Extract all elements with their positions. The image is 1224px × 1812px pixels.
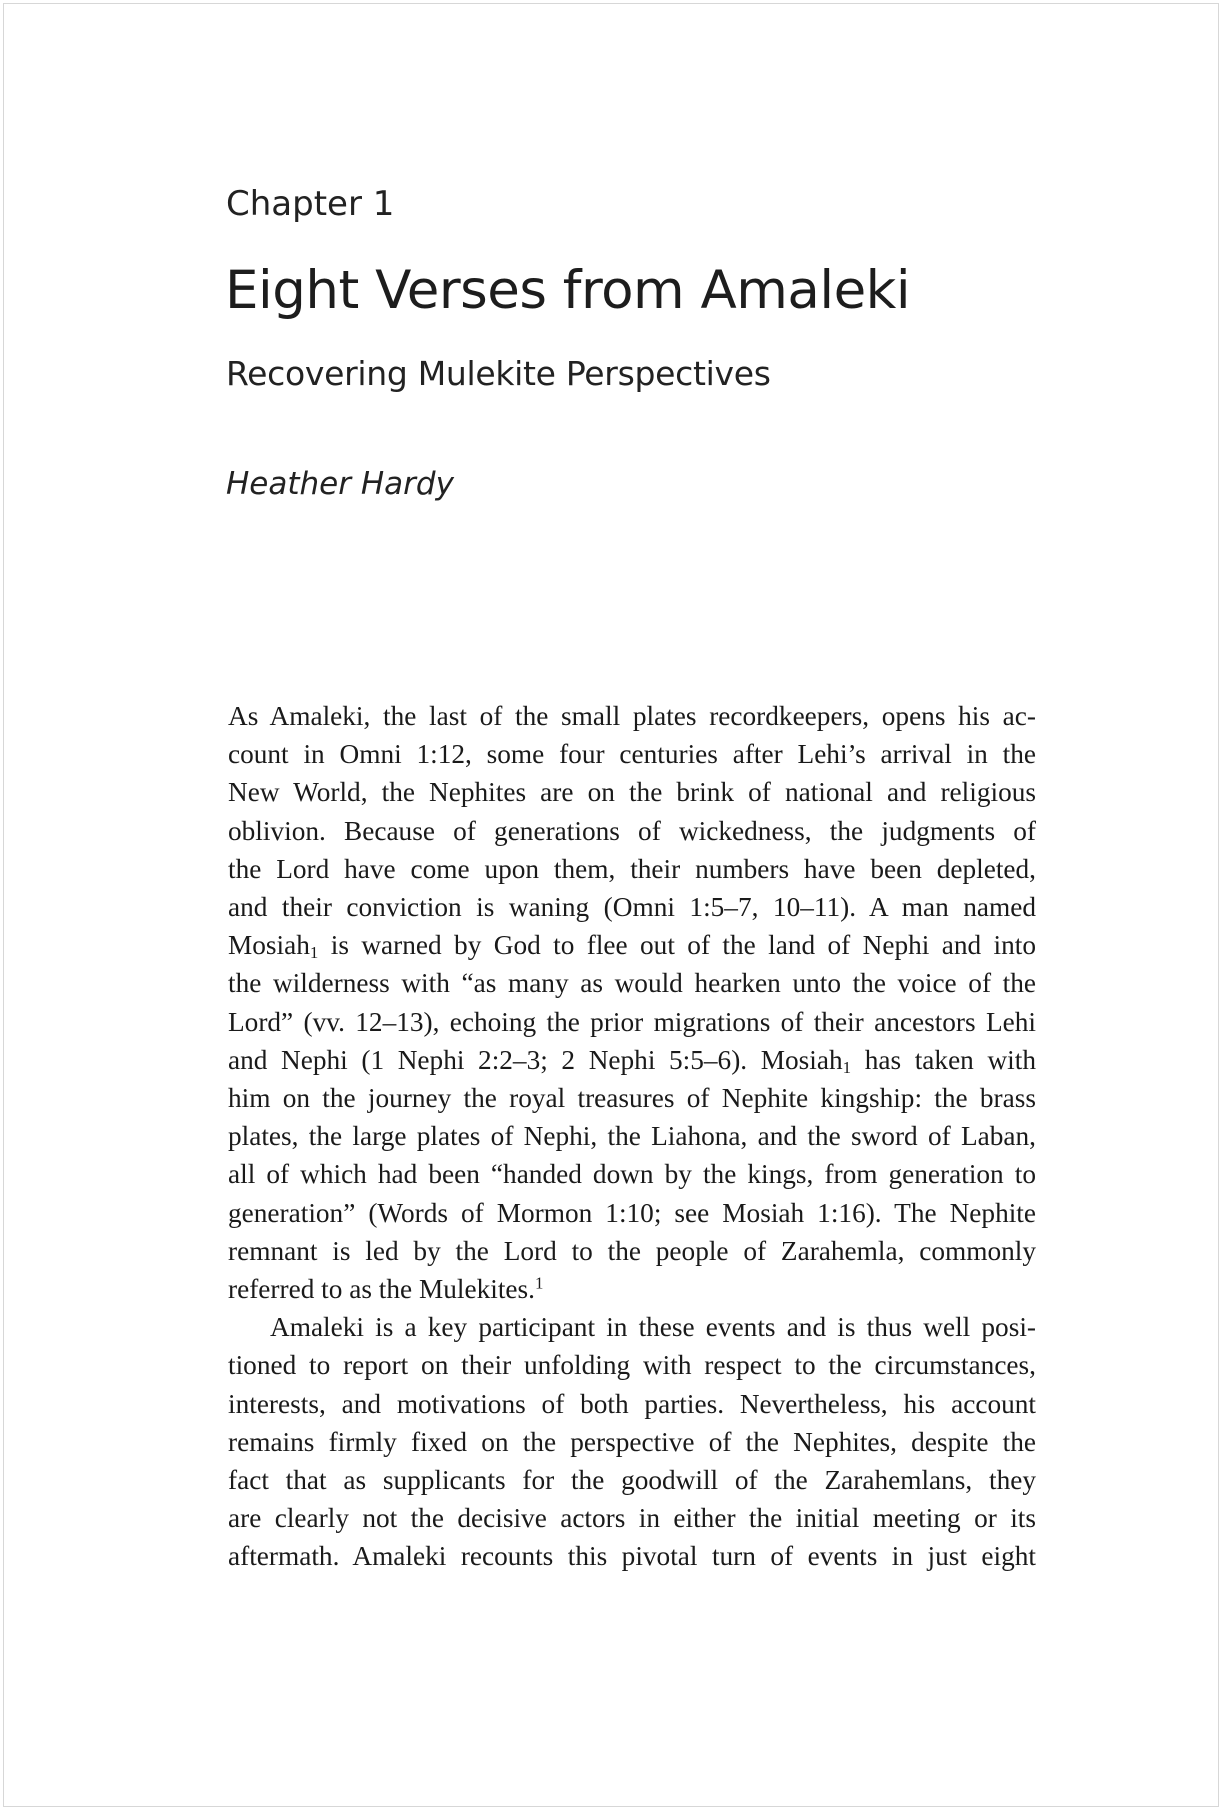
text-line: interests, and motivations of both parties. Nevertheless, his account [228,1388,1036,1419]
text-line: are clearly not the decisive actors in either the initial meeting or its [228,1503,1036,1534]
text-segment: is warned by God to flee out of the land of Nephi and into [318,930,1036,961]
text-line: him on the journey the royal treasures of Nephite kingship: the brass [228,1083,1036,1114]
text-segment: and Nephi (1 Nephi 2:2–3; 2 Nephi 5:5–6). Mosiah [228,1044,843,1075]
paragraph-1 [228,697,1036,1308]
text-line: Lord” (vv. 12–13), echoing the prior migrations of their ancestors Lehi [228,1006,1036,1037]
text-segment: Mosiah [228,930,310,961]
text-line: Amaleki is a key participant in these events and is thus well posi- [270,1312,1036,1343]
text-line: remains firmly fixed on the perspective of the Nephites, despite the [228,1426,1036,1457]
text-line: plates, the large plates of Nephi, the Liahona, and the sword of Laban, [228,1121,1036,1152]
text-line: fact that as supplicants for the goodwill of the Zarahemlans, they [228,1465,1036,1496]
text-line: all of which had been “handed down by the kings, from generation to [228,1159,1036,1190]
text-line: tioned to report on their unfolding with respect to the circumstances, [228,1350,1036,1381]
text-line: remnant is led by the Lord to the people of Zarahemla, commonly [228,1235,1036,1266]
subscript-marker: 1 [309,943,319,963]
text-line [228,1270,1036,1308]
text-line: aftermath. Amaleki recounts this pivotal turn of events in just eight [228,1541,1036,1572]
paragraph-2 [228,1308,1036,1575]
text-line: oblivion. Because of generations of wickedness, the judgments of [228,815,1036,846]
footnote-marker[interactable]: 1 [534,1273,544,1293]
chapter-label: Chapter 1 [226,184,395,224]
text-segment: referred to as the Mulekites. [228,1274,535,1305]
text-line: As Amaleki, the last of the small plates recordkeepers, opens his ac- [228,701,1036,731]
text-line: the wilderness with “as many as would hearken unto the voice of the [228,968,1036,999]
author-name: Heather Hardy [226,466,454,502]
chapter-subtitle: Recovering Mulekite Perspectives [226,354,771,393]
text-line: the Lord have come upon them, their numbers have been depleted, [228,853,1036,884]
text-line [228,1041,1036,1079]
text-line: and their conviction is waning (Omni 1:5–7, 10–11). A man named [228,892,1036,923]
text-line: New World, the Nephites are on the brink of national and religious [228,777,1036,808]
subscript-marker: 1 [842,1058,852,1078]
text-line [228,926,1036,964]
text-line: generation” (Words of Mormon 1:10; see Mosiah 1:16). The Nephite [228,1197,1036,1228]
body-text [228,697,1036,1576]
book-page [3,3,1219,1807]
chapter-title: Eight Verses from Amaleki [225,260,911,321]
text-segment: has taken with [851,1044,1036,1075]
text-line: count in Omni 1:12, some four centuries after Lehi’s arrival in the [228,739,1036,770]
